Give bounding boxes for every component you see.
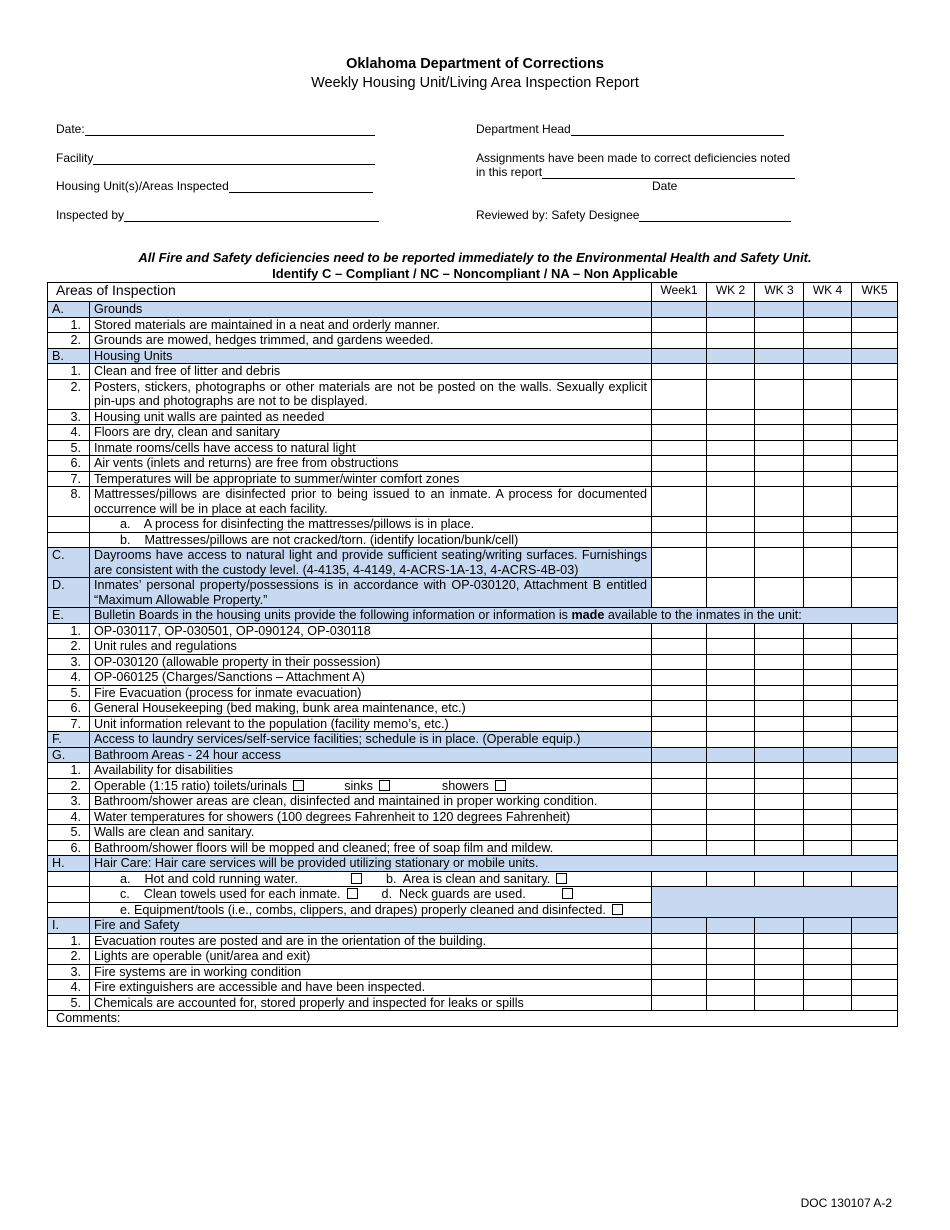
facility-field[interactable]: Facility: [56, 151, 375, 165]
table-row: 4. Fire extinguishers are accessible and have been inspected.: [48, 980, 898, 996]
safety-notice: All Fire and Safety deficiencies need to be reported immediately to the Environmental Health and Safety Unit.: [138, 250, 812, 265]
table-row: 2. Posters, stickers, photographs or other materials are not be posted on the walls. Sexually explicit pin-ups and photographs are not to be displayed.: [48, 379, 898, 409]
date-caption: Date: [652, 179, 678, 193]
toilets-checkbox[interactable]: [293, 780, 304, 791]
table-row: 2. Operable (1:15 ratio) toilets/urinals sinks showers: [48, 778, 898, 794]
section-b-row: B. Housing Units: [48, 348, 898, 364]
table-row: 6. Air vents (inlets and returns) are free from obstructions: [48, 456, 898, 472]
clean-towels-checkbox[interactable]: [347, 888, 358, 899]
areas-header: Areas of Inspection: [48, 283, 652, 302]
assignments-date-field[interactable]: in this report: [476, 165, 795, 179]
table-row: 1. Clean and free of litter and debris: [48, 364, 898, 380]
table-row: 4. OP-060125 (Charges/Sanctions – Attachment A): [48, 670, 898, 686]
table-row: 1. Availability for disabilities: [48, 763, 898, 779]
table-row: 7. Unit information relevant to the population (facility memo’s, etc.): [48, 716, 898, 732]
table-row: 4. Water temperatures for showers (100 degrees Fahrenheit to 120 degrees Fahrenheit): [48, 809, 898, 825]
table-row: 5. Fire Evacuation (process for inmate evacuation): [48, 685, 898, 701]
reviewed-by-field[interactable]: Reviewed by: Safety Designee: [476, 208, 791, 222]
comments-row[interactable]: Comments:: [48, 1011, 898, 1027]
inspection-table: [47, 282, 898, 1027]
table-row: 3. Bathroom/shower areas are clean, disinfected and maintained in proper working condition.: [48, 794, 898, 810]
table-row: 6. Bathroom/shower floors will be mopped and cleaned; free of soap film and mildew.: [48, 840, 898, 856]
section-d-row: D. Inmates’ personal property/possessions is in accordance with OP-030120, Attachment B entitled “Maximum Allowable Property.”: [48, 578, 898, 608]
table-row: 3. Housing unit walls are painted as needed: [48, 409, 898, 425]
wk5-header: WK5: [852, 283, 898, 302]
table-row: 4. Floors are dry, clean and sanitary: [48, 425, 898, 441]
week1-header: Week1: [652, 283, 707, 302]
section-i-row: I. Fire and Safety: [48, 918, 898, 934]
inspected-by-field[interactable]: Inspected by: [56, 208, 379, 222]
section-h-row: H. Hair Care: Hair care services will be provided utilizing stationary or mobile units.: [48, 856, 898, 872]
table-row: c. Clean towels used for each inmate. d. Neck guards are used.: [48, 887, 898, 903]
assignments-note: Assignments have been made to correct deficiencies noted: [476, 151, 791, 165]
table-row: 2. Unit rules and regulations: [48, 639, 898, 655]
sinks-checkbox[interactable]: [379, 780, 390, 791]
showers-checkbox[interactable]: [495, 780, 506, 791]
table-header-row: [48, 283, 898, 302]
table-row: 5. Inmate rooms/cells have access to natural light: [48, 440, 898, 456]
hot-cold-water-checkbox[interactable]: [351, 873, 362, 884]
compliance-legend: Identify C – Compliant / NC – Noncompliant / NA – Non Applicable: [272, 266, 678, 281]
housing-unit-field[interactable]: Housing Unit(s)/Areas Inspected: [56, 179, 373, 193]
wk4-header: WK 4: [804, 283, 852, 302]
section-a-row: A. Grounds: [48, 302, 898, 318]
neck-guards-checkbox[interactable]: [562, 888, 573, 899]
wk2-header: WK 2: [707, 283, 755, 302]
table-row: 1. OP-030117, OP-030501, OP-090124, OP-030118: [48, 623, 898, 639]
date-field[interactable]: Date:: [56, 122, 375, 136]
area-clean-checkbox[interactable]: [556, 873, 567, 884]
table-row: 3. OP-030120 (allowable property in their possession): [48, 654, 898, 670]
department-head-field[interactable]: Department Head: [476, 122, 784, 136]
section-e-row: E. Bulletin Boards in the housing units provide the following information or information is made available to the inmates in the unit:: [48, 608, 898, 624]
table-row: 2. Grounds are mowed, hedges trimmed, and gardens weeded.: [48, 333, 898, 349]
table-row: b. Mattresses/pillows are not cracked/torn. (identify location/bunk/cell): [48, 532, 898, 548]
table-row: 1. Stored materials are maintained in a neat and orderly manner.: [48, 317, 898, 333]
equipment-clean-checkbox[interactable]: [612, 904, 623, 915]
table-row: e. Equipment/tools (i.e., combs, clippers, and drapes) properly cleaned and disinfected.: [48, 902, 898, 918]
table-row: 5. Chemicals are accounted for, stored properly and inspected for leaks or spills: [48, 995, 898, 1011]
table-row: 7. Temperatures will be appropriate to summer/winter comfort zones: [48, 471, 898, 487]
report-subtitle: Weekly Housing Unit/Living Area Inspection Report: [311, 75, 639, 91]
table-row: 8. Mattresses/pillows are disinfected prior to being issued to an inmate. A process for documented occurrence will be in place at each facility.: [48, 487, 898, 517]
table-row: 3. Fire systems are in working condition: [48, 964, 898, 980]
table-row: a. Hot and cold running water. b. Area is clean and sanitary.: [48, 871, 898, 887]
table-row: 5. Walls are clean and sanitary.: [48, 825, 898, 841]
org-title: Oklahoma Department of Corrections: [346, 56, 604, 72]
wk3-header: WK 3: [755, 283, 804, 302]
table-row: a. A process for disinfecting the mattresses/pillows is in place.: [48, 517, 898, 533]
section-c-row: C. Dayrooms have access to natural light and provide sufficient seating/writing surfaces. Furnishings are consistent with the custody level. (4-4135, 4-4149, 4-ACRS-1A-13, 4-ACRS-4B-03): [48, 548, 898, 578]
table-row: 1. Evacuation routes are posted and are in the orientation of the building.: [48, 933, 898, 949]
doc-number: DOC 130107 A-2: [800, 1196, 892, 1210]
table-row: 2. Lights are operable (unit/area and exit): [48, 949, 898, 965]
section-f-row: F. Access to laundry services/self-service facilities; schedule is in place. (Operable equip.): [48, 732, 898, 748]
table-row: 6. General Housekeeping (bed making, bunk area maintenance, etc.): [48, 701, 898, 717]
section-g-row: G. Bathroom Areas - 24 hour access: [48, 747, 898, 763]
